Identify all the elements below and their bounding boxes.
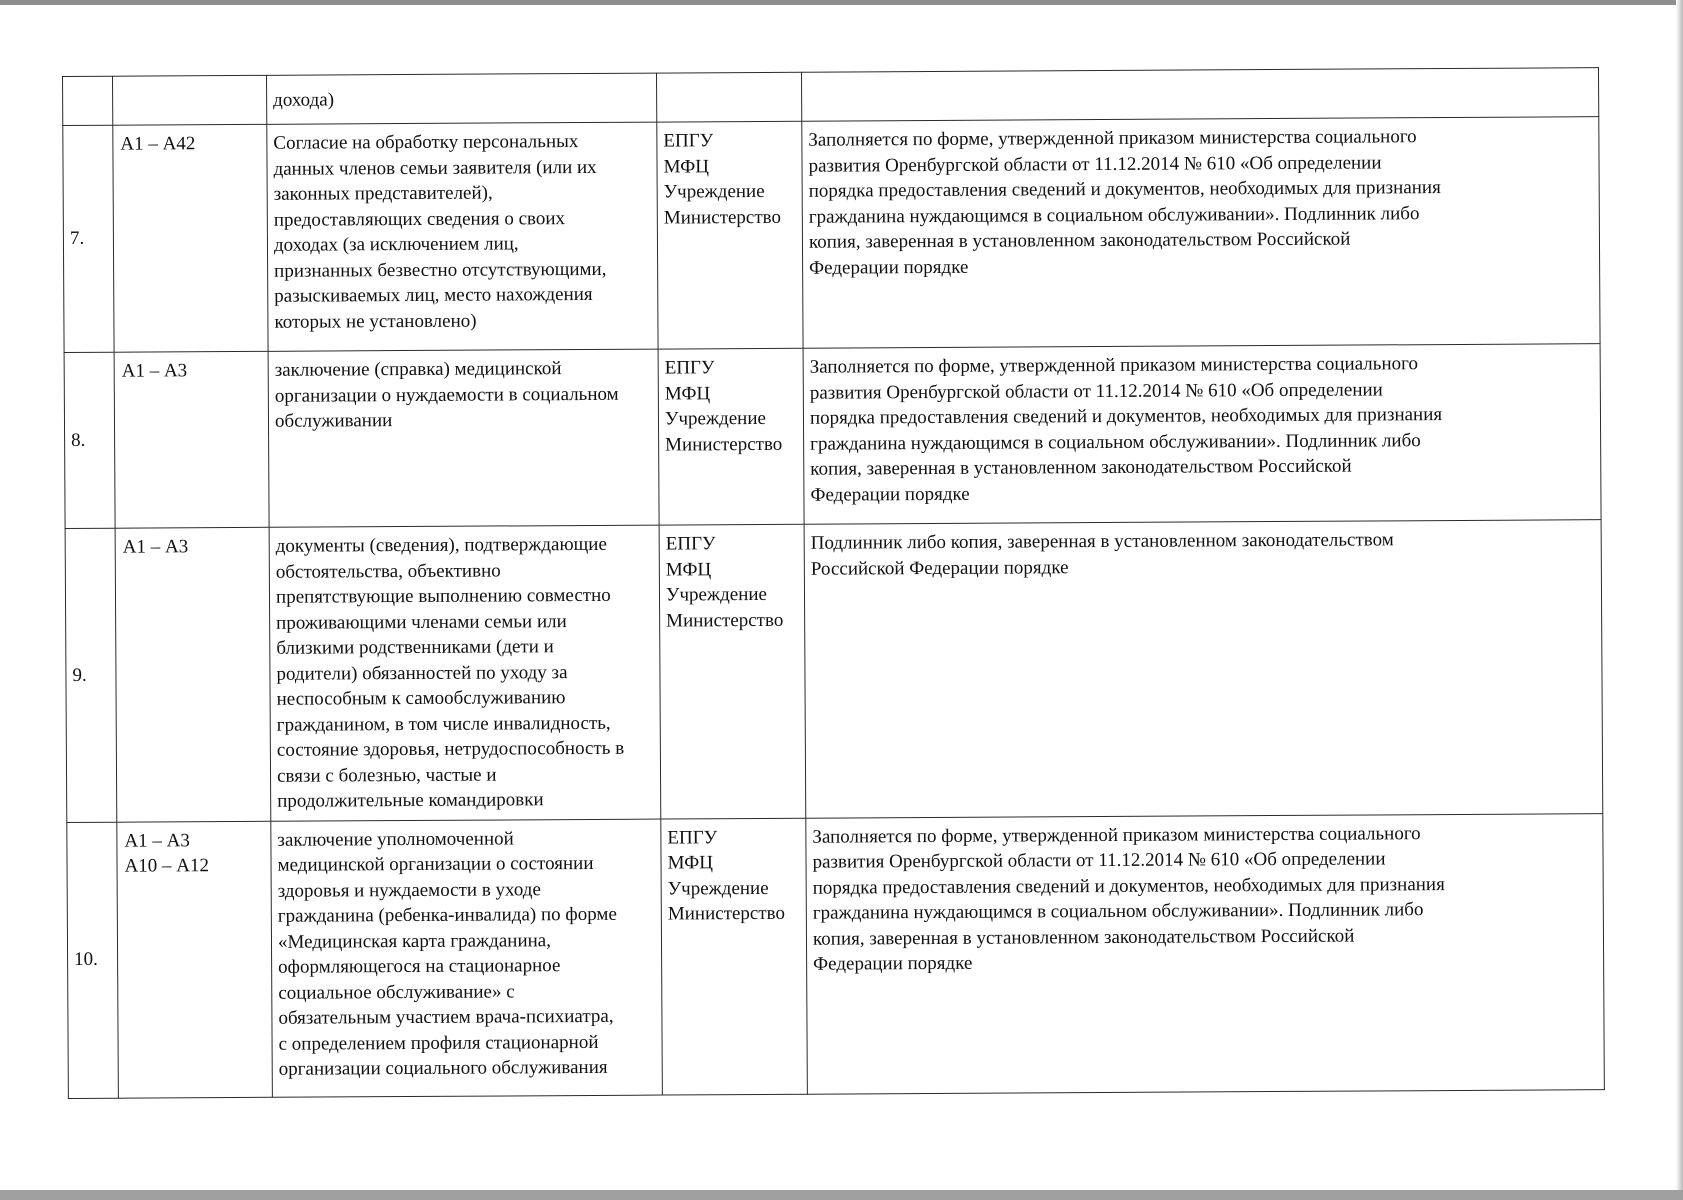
description-line: «Медицинская карта гражданина,: [277, 929, 551, 953]
description-line: гражданином, в том числе инвалидность,: [276, 712, 611, 736]
submission-channels-cell: [657, 121, 803, 349]
description-line: гражданина (ребенка-инвалида) по форме: [277, 903, 617, 927]
note-line: развития Оренбургской области от 11.12.2014 № 610 «Об определении: [809, 378, 1383, 404]
submission-channel: ЕПГУ: [665, 533, 716, 555]
description-line: организации социального обслуживания: [278, 1056, 608, 1080]
description-line: обязательным участием врача-психиатра,: [278, 1005, 614, 1029]
description-line: состояние здоровья, нетрудоспособность в: [276, 737, 625, 761]
description-line: документы (сведения), подтверждающие: [275, 533, 607, 557]
document-description-cell: [269, 525, 661, 821]
description-line: обслуживании: [274, 410, 393, 432]
note-line: порядка предоставления сведений и документов, необходимых для признания: [812, 873, 1445, 899]
note-cell: [801, 68, 1598, 122]
scan-edge-right: [1676, 0, 1683, 1200]
applicant-code: А1 – А3: [124, 829, 190, 852]
description-line: проживающими членами семьи или: [276, 610, 567, 634]
note-cell: [802, 117, 1600, 349]
applicant-codes-cell: [114, 351, 269, 528]
applicant-code: А10 – А12: [124, 855, 210, 877]
description-line: родители) обязанностей по уходу за: [276, 661, 568, 685]
note-line: Федерации порядке: [810, 483, 970, 506]
description-line: законных представителей),: [273, 182, 493, 205]
note-line: копия, заверенная в установленном законодательством Российской: [812, 925, 1355, 950]
note-line: порядка предоставления сведений и документов, необходимых для признания: [809, 404, 1443, 429]
description-line: дохода): [273, 89, 335, 111]
submission-channel: Министерство: [666, 609, 784, 632]
description-line: с определением профиля стационарной: [278, 1031, 599, 1055]
submission-channel: Министерство: [667, 902, 786, 925]
table-row: [63, 117, 1600, 353]
description-line: разыскиваемых лиц, место нахождения: [274, 283, 593, 307]
submission-channel: Учреждение: [663, 180, 765, 203]
description-line: близкими родственниками (дети и: [276, 636, 554, 659]
note-line: развития Оренбургской области от 11.12.2014 № 610 «Об определении: [812, 848, 1386, 873]
row-number-cell: [64, 352, 115, 528]
note-line: копия, заверенная в установленном законодательством Российской: [808, 228, 1351, 253]
applicant-codes-cell: [113, 124, 268, 352]
submission-channel: Учреждение: [665, 583, 767, 606]
description-line: препятствующие выполнению совместно: [275, 584, 611, 608]
description-line: признанных безвестно отсутствующими,: [274, 258, 607, 282]
submission-channel: Министерство: [665, 433, 783, 456]
description-line: Согласие на обработку персональных: [273, 131, 579, 154]
applicant-code: А1 – А42: [120, 133, 196, 155]
table-row: [63, 68, 1599, 126]
table-body: [63, 68, 1605, 1098]
description-line: заключение уполномоченной: [277, 827, 514, 851]
description-line: заключение (справка) медицинской: [274, 358, 562, 381]
submission-channel: ЕПГУ: [664, 357, 715, 379]
note-line: копия, заверенная в установленном законодательством Российской: [810, 455, 1352, 480]
submission-channel: МФЦ: [663, 155, 709, 178]
description-line: которых не установлено): [274, 310, 477, 333]
note-line: Федерации порядке: [809, 256, 969, 279]
note-cell: [806, 813, 1605, 1094]
table-row: [65, 520, 1603, 822]
description-line: оформляющегося на стационарное: [278, 955, 561, 978]
description-line: социальное обслуживание» с: [278, 980, 515, 1004]
submission-channels-cell: [658, 348, 804, 525]
document-description-cell: [267, 122, 658, 351]
submission-channels-cell: [659, 524, 806, 818]
row-number: 8.: [71, 429, 86, 451]
description-line: связи с болезнью, частые и: [276, 764, 497, 787]
submission-channel: Учреждение: [664, 407, 766, 430]
documents-table: [62, 67, 1605, 1098]
description-line: доходах (за исключением лиц,: [273, 233, 519, 256]
applicant-code: А1 – А3: [122, 536, 189, 558]
table-row: [67, 813, 1605, 1098]
table-row: [64, 344, 1601, 529]
document-description-cell: [271, 819, 663, 1097]
submission-channel: МФЦ: [665, 558, 712, 581]
note-line: Подлинник либо копия, заверенная в установленном законодательством: [810, 529, 1394, 554]
note-line: развития Оренбургской области от 11.12.2014 № 610 «Об определении: [808, 151, 1382, 177]
description-line: обстоятельства, объективно: [275, 559, 501, 583]
note-line: Заполняется по форме, утвержденной приказом министерства социального: [809, 353, 1418, 378]
submission-channel: Министерство: [663, 206, 782, 229]
description-line: медицинской организации о состоянии: [277, 852, 594, 876]
submission-channel: МФЦ: [667, 852, 713, 874]
note-cell: [804, 520, 1603, 818]
scan-edge-bottom: [0, 1190, 1683, 1200]
row-number: 9.: [72, 664, 87, 686]
row-number: 10.: [74, 949, 98, 971]
row-number: 7.: [69, 228, 85, 250]
note-line: гражданина нуждающимся в социальном обслуживании». Подлинник либо: [812, 899, 1424, 924]
note-line: Российской Федерации порядке: [810, 556, 1069, 580]
description-line: предоставляющих сведения о своих: [273, 207, 566, 231]
description-line: организации о нуждаемости в социальном: [274, 383, 619, 407]
applicant-code: А1 – А3: [121, 360, 188, 382]
document-description-cell: [266, 73, 656, 124]
submission-channels-cell: [656, 72, 801, 122]
description-line: здоровья и нуждаемости в уходе: [277, 878, 541, 902]
submission-channel: МФЦ: [664, 382, 711, 405]
note-line: Заполняется по форме, утвержденной приказом министерства социального: [808, 126, 1417, 151]
document-page: [62, 67, 1605, 1098]
applicant-codes-cell: [113, 75, 267, 125]
applicant-codes-cell: [115, 527, 271, 821]
submission-channels-cell: [661, 818, 808, 1095]
note-cell: [803, 344, 1601, 525]
submission-channel: Учреждение: [667, 877, 769, 900]
submission-channel: ЕПГУ: [663, 130, 714, 152]
note-line: Федерации порядке: [813, 952, 973, 975]
applicant-codes-cell: [117, 821, 273, 1098]
submission-channel: ЕПГУ: [667, 826, 718, 849]
note-line: порядка предоставления сведений и документов, необходимых для признания: [808, 177, 1441, 202]
row-number-cell: [65, 528, 117, 822]
note-line: Заполняется по форме, утвержденной приказом министерства социального: [812, 822, 1421, 848]
document-description-cell: [268, 349, 659, 527]
description-line: продолжительные командировки: [277, 789, 544, 812]
note-line: гражданина нуждающимся в социальном обслуживании». Подлинник либо: [810, 429, 1421, 455]
row-number-cell: [67, 822, 119, 1098]
description-line: данных членов семьи заявителя (или их: [273, 156, 597, 180]
row-number-cell: [63, 125, 114, 352]
description-line: неспособным к самообслуживанию: [276, 687, 566, 710]
row-number-cell: [63, 76, 113, 125]
scan-edge-top: [0, 0, 1683, 5]
note-line: гражданина нуждающимся в социальном обслуживании». Подлинник либо: [808, 202, 1420, 228]
